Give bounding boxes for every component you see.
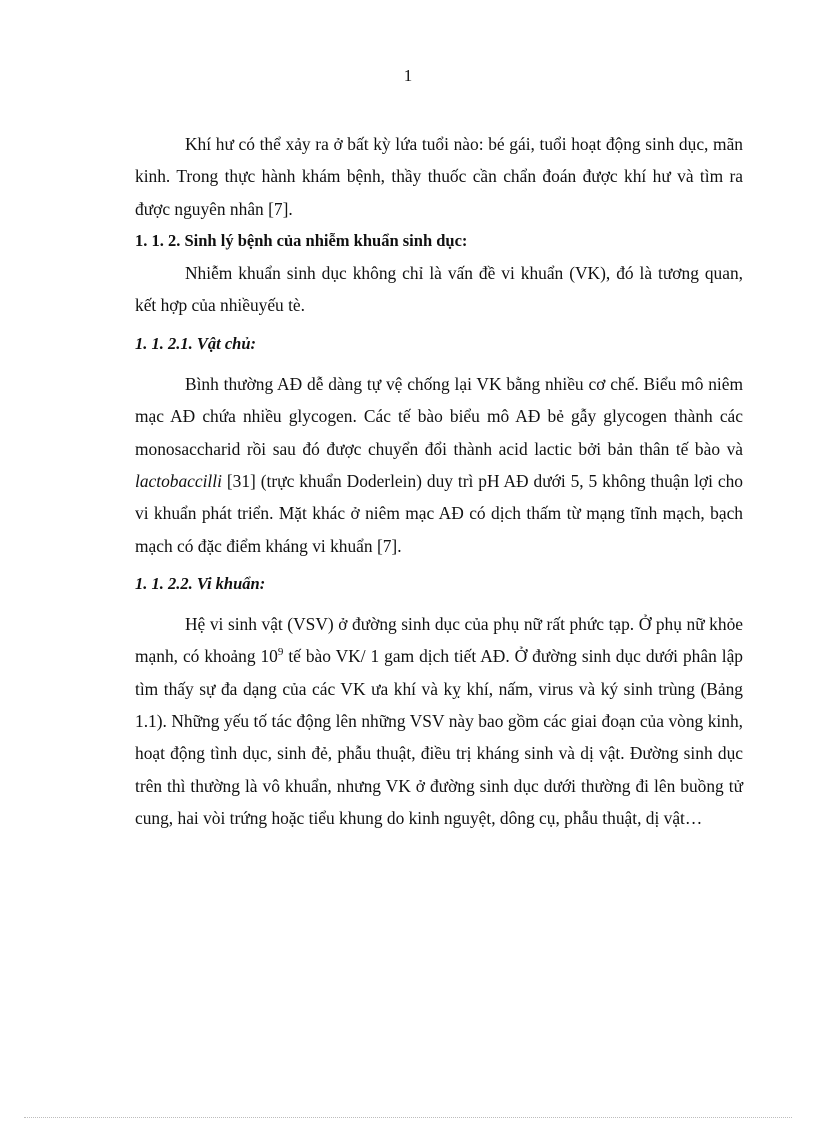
paragraph-host-defense	[135, 368, 743, 562]
subsection-heading-bacteria: 1. 1. 2.2. Vi khuẩn:	[135, 573, 266, 593]
italic-term-lactobaccilli: lactobaccilli	[135, 470, 222, 491]
paragraph-microflora-text-1: Hệ vi sinh vật (VSV) ở đường sinh dục của phụ nữ rất phức tạp. Ở phụ nữ khỏe mạnh, có khoảng 10	[135, 614, 743, 667]
paragraph-microflora-text-2: tế bào VK/ 1 gam dịch tiết AĐ. Ở đường sinh dục dưới phân lập tìm thấy sự đa dạng của các VK ưa khí và kỵ khí, nấm, virus và ký sinh trùng (Bảng 1.1). Những yếu tố tác động lên những VSV này bao gồm các giai đoạn của vòng kinh, hoạt động tình dục, sinh đẻ, phẫu thuật, điều trị kháng sinh và dị vật. Đường sinh dục trên thì thường là vô khuẩn, nhưng VK ở đường sinh dục dưới thường đi lên buồng tử cung, hai vòi trứng hoặc tiểu khung do kinh nguyệt, dông cụ, phẫu thuật, dị vật…	[135, 646, 743, 828]
paragraph-host-defense-text-2: [31] (trực khuẩn Doderlein) duy trì pH AĐ dưới 5, 5 không thuận lợi cho vi khuẩn phát triển. Mặt khác ở niêm mạc AĐ có dịch thấm từ mạng tĩnh mạch, bạch mạch có đặc điểm kháng vi khuẩn [7].	[135, 470, 743, 556]
paragraph-infection-overview: Nhiễm khuẩn sinh dục không chỉ là vấn đề vi khuẩn (VK), đó là tương quan, kết hợp của nhiềuyếu tè.	[135, 263, 743, 316]
paragraph-host-defense-text-1: Bình thường AĐ dễ dàng tự vệ chống lại VK bằng nhiều cơ chế. Biểu mô niêm mạc AĐ chứa nhiều glycogen. Các tế bào biểu mô AĐ bẻ gẫy glycogen thành các monosaccharid rồi sau đó được chuyển đổi thành acid lactic bởi bản thân tế bào và	[135, 374, 743, 459]
page-number: 1	[403, 66, 413, 85]
paragraph-discharge: Khí hư có thể xảy ra ở bất kỳ lứa tuổi nào: bé gái, tuổi hoạt động sinh dục, mãn kinh. Trong thực hành khám bệnh, thầy thuốc cần chẩn đoán được khí hư và tìm ra được nguyên nhân [7].	[135, 134, 743, 219]
page-footer-divider	[24, 1117, 792, 1118]
subsection-heading-host: 1. 1. 2.1. Vật chủ:	[135, 333, 257, 353]
section-heading-pathophysiology: 1. 1. 2. Sinh lý bệnh của nhiễm khuẩn sinh dục:	[135, 230, 468, 250]
document-body	[135, 128, 743, 834]
paragraph-microflora	[135, 608, 743, 834]
superscript-exponent: 9	[277, 646, 284, 659]
